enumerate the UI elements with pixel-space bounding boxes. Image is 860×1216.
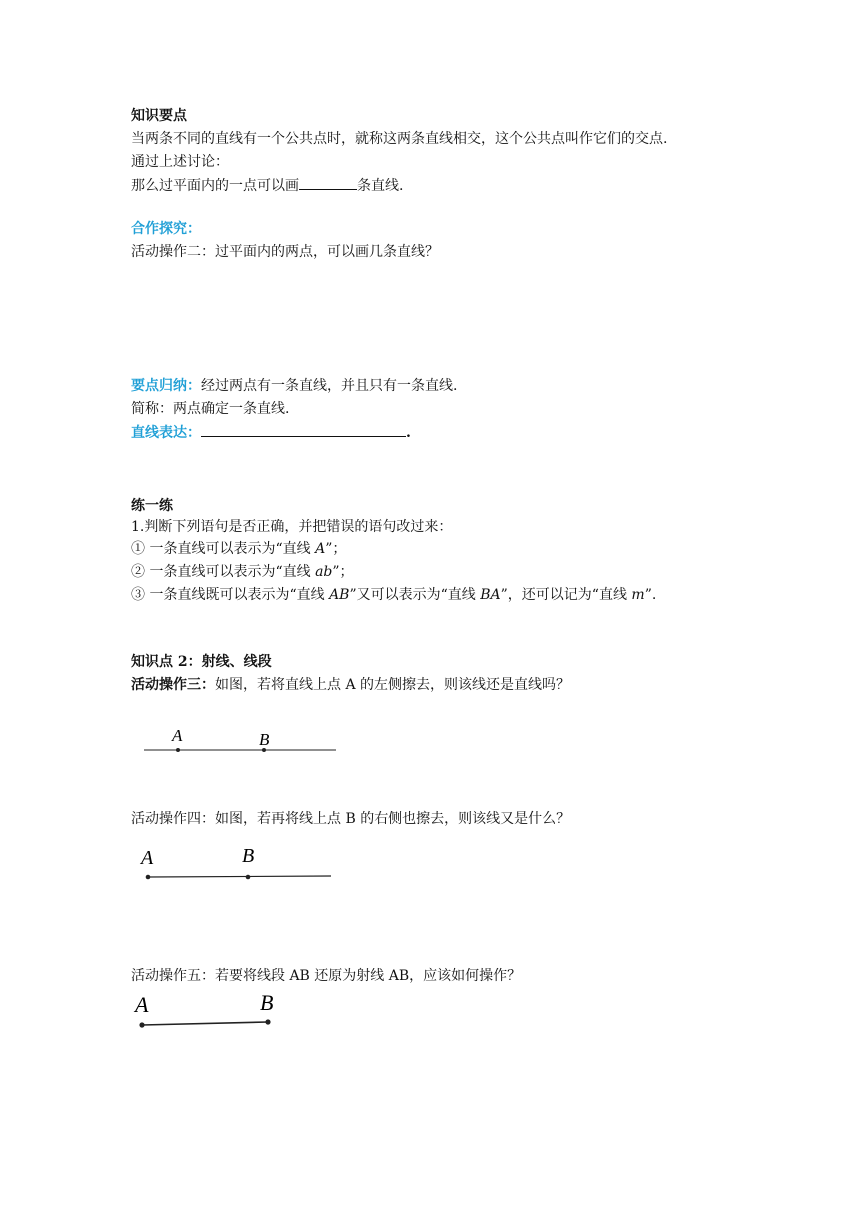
activity-three-label: 活动操作三： [131, 677, 215, 693]
point-b-label: B [242, 845, 255, 867]
activity-two-text: 活动操作二：过平面内的两点，可以画几条直线？ [131, 244, 439, 260]
item-text: 一条直线可以表示为“直线 [145, 564, 316, 580]
summary-text: 经过两点有一条直线，并且只有一条直线. [201, 378, 458, 394]
point-a-dot [146, 875, 151, 880]
point-b-dot [265, 1019, 270, 1024]
point-a-dot [139, 1022, 144, 1027]
section-heading-ray-segment: 知识点 2：射线、线段 [131, 654, 272, 670]
item-variable: ab [315, 564, 333, 580]
expression-end: . [406, 425, 411, 441]
item-text: 一条直线可以表示为“直线 [145, 541, 316, 557]
discussion-text: 通过上述讨论： [131, 154, 229, 170]
item-variable-2: BA [480, 587, 501, 603]
point-a-label: A [172, 726, 183, 745]
point-b-label: B [259, 730, 270, 749]
item-variable-3: m [631, 587, 645, 603]
activity-four-text: 活动操作四：如图，若再将线上点 B 的右侧也擦去，则该线又是什么？ [131, 811, 571, 827]
practice-heading: 练一练 [131, 498, 173, 514]
item-number: ② [131, 564, 145, 580]
segment-line [142, 1022, 268, 1025]
point-a-label: A [135, 992, 149, 1017]
figure-segment-ab [133, 990, 273, 1028]
item-text-end: ”； [325, 541, 347, 557]
figure-ray-ab [139, 845, 331, 879]
item-text-end: ”； [332, 564, 354, 580]
practice-question-one: 1.判断下列语句是否正确，并把错误的语句改过来： [131, 519, 453, 535]
point-b-dot [246, 875, 251, 880]
point-a-label: A [141, 847, 154, 869]
question-one-point-before: 那么过平面内的一点可以画 [131, 178, 299, 194]
definition-text: 当两条不同的直线有一个公共点时，就称这两条直线相交，这个公共点叫作它们的交点. [131, 131, 668, 147]
figure-line-ab [144, 726, 336, 752]
ray-line [148, 876, 331, 877]
point-a-dot [176, 748, 180, 752]
activity-five-text: 活动操作五：若要将线段 AB 还原为射线 AB，应该如何操作？ [131, 968, 522, 984]
item-number: ① [131, 541, 145, 557]
item-text-mid: ”又可以表示为“直线 [349, 587, 481, 603]
item-text-end: ”. [644, 587, 657, 603]
expression-label: 直线表达： [131, 425, 201, 441]
item-variable: A [315, 541, 326, 557]
cooperate-heading: 合作探究： [131, 221, 201, 237]
item-text-mid-2: ”，还可以记为“直线 [500, 587, 632, 603]
question-one-point-after: 条直线. [357, 178, 404, 194]
summary-label: 要点归纳： [131, 378, 201, 394]
item-number: ③ [131, 587, 145, 603]
item-variable: AB [329, 587, 350, 603]
point-b-label: B [260, 990, 274, 1015]
section-heading-knowledge: 知识要点 [131, 108, 187, 124]
item-text: 一条直线既可以表示为“直线 [145, 587, 330, 603]
short-form-text: 两点确定一条直线. [173, 401, 290, 417]
short-form-label: 简称： [131, 401, 173, 417]
activity-three-text: 如图，若将直线上点 A 的左侧擦去，则该线还是直线吗？ [215, 677, 571, 693]
